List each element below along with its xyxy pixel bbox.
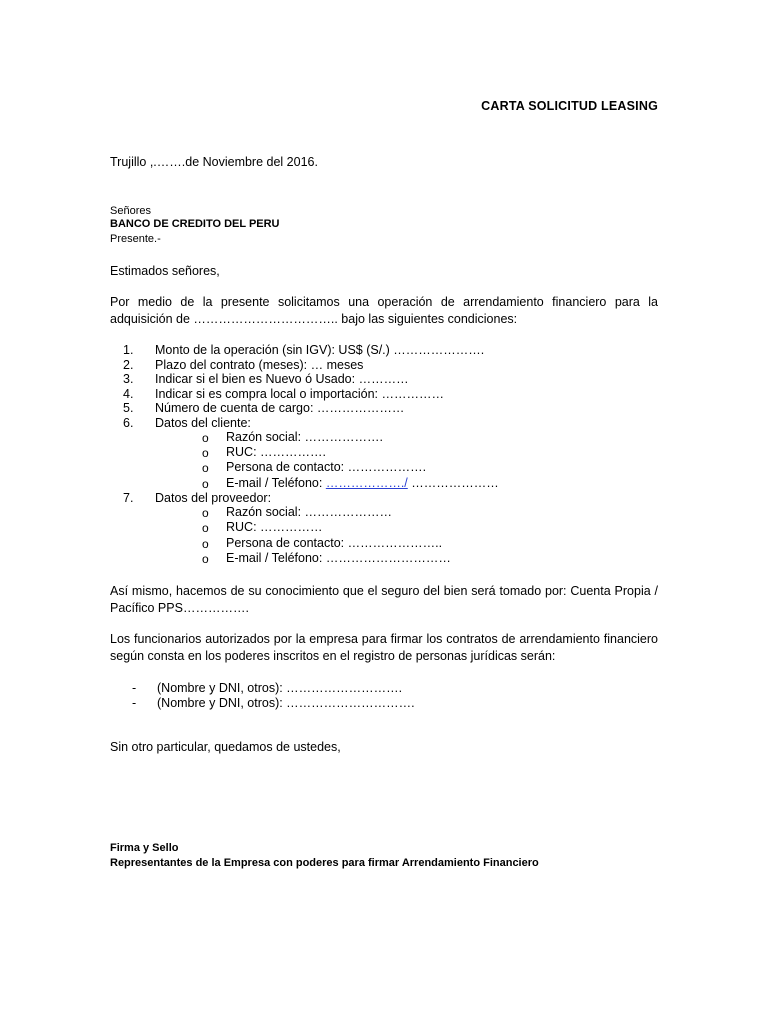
document-title: CARTA SOLICITUD LEASING	[481, 99, 658, 113]
cliente-item	[110, 460, 670, 475]
bullet-icon: o	[202, 551, 209, 566]
condition-item	[110, 387, 670, 402]
signature-label: Firma y Sello	[110, 842, 179, 854]
proveedor-item-text: E-mail / Teléfono: …………………………	[226, 550, 451, 565]
dash-bullet: -	[132, 681, 137, 695]
cliente-item-text: Razón social: ……………….	[226, 430, 383, 444]
cliente-item	[110, 445, 670, 460]
condition-item	[110, 401, 670, 416]
proveedor-item	[110, 536, 670, 551]
intro-paragraph: Por medio de la presente solicitamos una operación de arrendamiento financiero para la adquisición de …………………………….. bajo las siguientes condiciones:	[110, 295, 658, 326]
condition-item	[110, 343, 670, 358]
condition-text: Monto de la operación (sin IGV): US$ (S/.) ………………….	[155, 343, 485, 357]
condition-number: 3.	[123, 372, 134, 386]
recipient-presente: Presente.-	[110, 233, 161, 245]
condition-number: 5.	[123, 401, 134, 415]
dash-bullet: -	[132, 696, 137, 710]
bullet-icon: o	[202, 431, 209, 445]
bullet-icon: o	[202, 506, 209, 521]
condition-text: Datos del cliente:	[155, 415, 251, 430]
condition-item	[110, 372, 670, 387]
condition-text: Indicar si es compra local o importación: ……………	[155, 386, 444, 401]
cliente-item-text: Persona de contacto: ……………….	[226, 460, 427, 475]
email-label: E-mail / Teléfono:	[226, 475, 326, 490]
condition-item	[110, 358, 670, 373]
bullet-icon: o	[202, 521, 209, 536]
authorized-item-text: (Nombre y DNI, otros): ………………………….	[157, 696, 415, 710]
condition-item	[110, 491, 670, 506]
bullet-icon: o	[202, 461, 209, 476]
cliente-item-text: RUC: …………….	[226, 445, 326, 460]
condition-text: Plazo del contrato (meses): … meses	[155, 357, 364, 372]
proveedor-item	[110, 505, 670, 520]
phone-placeholder: …………………	[407, 475, 499, 490]
proveedor-item-text: RUC: ……………	[226, 520, 323, 535]
proveedor-item	[110, 520, 670, 535]
condition-number: 4.	[123, 386, 134, 401]
proveedor-item-text: Persona de contacto: …………………..	[226, 535, 443, 550]
place-date: Trujillo ,.…….de Noviembre del 2016.	[110, 155, 318, 169]
recipient-senores: Señores	[110, 205, 151, 217]
authorized-item-text: (Nombre y DNI, otros): ……………………….	[157, 681, 403, 695]
proveedor-item-text: Razón social: …………………	[226, 505, 393, 520]
bullet-icon: o	[202, 476, 209, 491]
email-link[interactable]: ………………./	[325, 475, 408, 490]
condition-number: 7.	[123, 490, 134, 505]
condition-number: 1.	[123, 343, 134, 357]
bullet-icon: o	[202, 536, 209, 551]
proveedor-item	[110, 551, 670, 566]
condition-text: Datos del proveedor:	[155, 490, 272, 505]
condition-number: 2.	[123, 357, 134, 372]
greeting: Estimados señores,	[110, 264, 220, 278]
conditions-list	[110, 343, 670, 566]
condition-text: Número de cuenta de cargo: …………………	[155, 401, 405, 415]
cliente-item	[110, 430, 670, 445]
cliente-item-text	[226, 476, 499, 491]
representatives-label: Representantes de la Empresa con poderes para firmar Arrendamiento Financiero	[110, 857, 539, 869]
condition-text: Indicar si el bien es Nuevo ó Usado: …………	[155, 372, 409, 386]
condition-number: 6.	[123, 415, 134, 430]
condition-item	[110, 416, 670, 431]
bullet-icon: o	[202, 446, 209, 461]
cliente-item	[110, 476, 670, 491]
authorized-paragraph: Los funcionarios autorizados por la empresa para firmar los contratos de arrendamiento financiero según consta en los poderes inscritos en el registro de personas jurídicas serán:	[110, 632, 658, 663]
closing-line: Sin otro particular, quedamos de ustedes,	[110, 740, 341, 754]
insurance-paragraph: Así mismo, hacemos de su conocimiento que el seguro del bien será tomado por: Cuenta Propia / Pacífico PPS…………….	[110, 584, 658, 615]
recipient-bank: BANCO DE CREDITO DEL PERU	[110, 218, 280, 230]
